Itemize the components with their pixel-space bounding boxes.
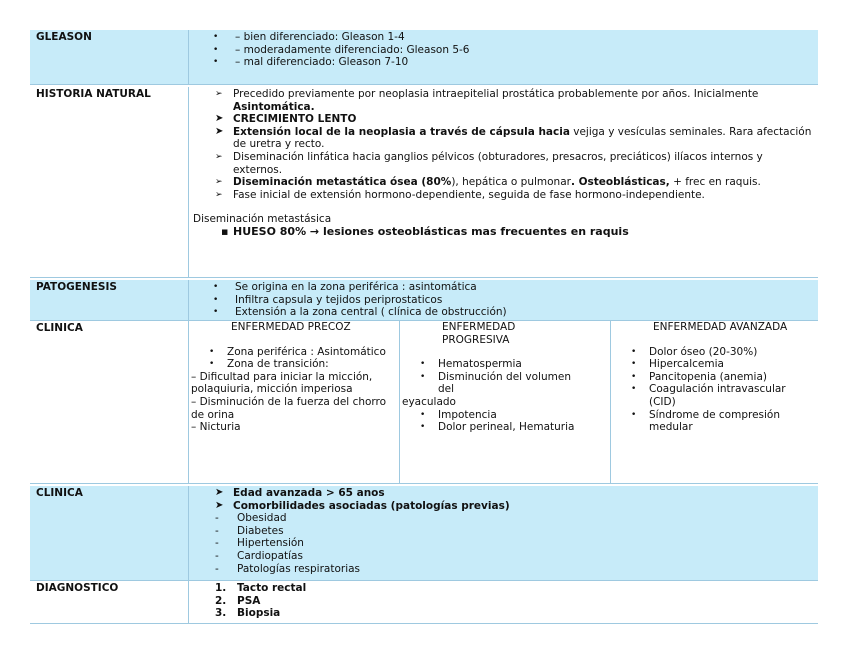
list-item — [193, 607, 814, 620]
list-number: 1. — [215, 582, 227, 594]
text: + frec en raquis. — [669, 176, 761, 189]
bullet-square-icon: ▪ — [221, 224, 229, 238]
list-item: - Hipertensión — [193, 537, 814, 550]
row-content — [188, 87, 818, 277]
list-item: ➢ Fase inicial de extensión hormono-dependiente, seguida de fase hormono-independiente. — [193, 189, 814, 202]
text-bold: PSA — [237, 594, 261, 607]
row-content — [188, 321, 818, 483]
row-clinica-estadios — [30, 321, 818, 484]
row-content — [188, 30, 818, 84]
text: Precedido previamente por neoplasia intraepitelial prostática probablemente por años. Inicialmente — [233, 88, 759, 100]
meta-title: Diseminación metastásica — [193, 213, 332, 226]
row-historia-natural — [30, 85, 818, 278]
list-item: • Síndrome de compresión medular — [613, 409, 810, 434]
factors-list — [193, 487, 814, 512]
list-item — [193, 176, 814, 189]
row-diagnostico — [30, 581, 818, 624]
text-bold: Biopsia — [237, 607, 281, 620]
row-label: CLINICA — [36, 322, 83, 334]
row-content — [188, 280, 818, 320]
list-item: - Patologías respiratorias — [193, 563, 814, 576]
list-item — [193, 595, 814, 608]
list-item: • Hipercalcemia — [613, 358, 810, 371]
column-title: ENFERMEDAD PROGRESIVA — [442, 321, 516, 346]
text-bold: . Osteoblásticas, — [570, 176, 670, 189]
comorbidities-list — [193, 512, 814, 575]
list-item: • Disminución del volumen del — [402, 371, 608, 396]
list-item — [193, 88, 814, 113]
list-item: - Diabetes — [193, 525, 814, 538]
text-bold: Comorbilidades asociadas (patologías previas) — [233, 499, 510, 512]
list-item: • Se origina en la zona periférica : asintomática — [193, 281, 814, 294]
stage-columns — [189, 321, 818, 483]
list-number: 2. — [215, 594, 227, 607]
text-bold: CRECIMIENTO LENTO — [233, 113, 357, 126]
list-item: • Zona de transición: — [191, 358, 397, 371]
diagnosis-list — [193, 582, 814, 620]
text-bold: HUESO 80% → lesiones osteoblásticas mas frecuentes en raquis — [233, 224, 629, 238]
list-item: • Dolor óseo (20-30%) — [613, 346, 810, 359]
list-item: • – moderadamente diferenciado: Gleason 5-6 — [193, 44, 814, 57]
column-early — [189, 321, 399, 483]
row-label: DIAGNOSTICO — [36, 582, 119, 594]
list-item: • Infiltra capsula y tejidos periprostaticos — [193, 294, 814, 307]
list-item: • Impotencia — [402, 409, 608, 422]
patogenesis-list — [193, 281, 814, 319]
continuation-line: eyaculado — [402, 395, 456, 408]
row-content — [188, 581, 818, 623]
historia-list — [193, 88, 814, 201]
row-gleason — [30, 30, 818, 85]
text-bold: Diseminación metastática ósea (80% — [233, 176, 452, 189]
text-bold: Extensión local de la neoplasia a través de cápsula hacia — [233, 125, 570, 138]
column-advanced — [610, 321, 818, 483]
symptom-line: – Nicturia — [191, 421, 241, 434]
symptom-line: – Dificultad para iniciar la micción, polaquiuria, micción imperiosa — [191, 370, 373, 396]
meta-item — [193, 226, 814, 239]
text: vejiga y vesículas seminales. Rara afectación de uretra y recto. — [233, 125, 812, 151]
column-title: ENFERMEDAD AVANZADA — [653, 321, 788, 333]
early-list — [191, 346, 397, 371]
gleason-list — [193, 31, 814, 69]
list-item — [193, 500, 814, 513]
list-item: • Pancitopenia (anemia) — [613, 371, 810, 384]
list-item — [193, 582, 814, 595]
list-item: • Zona periférica : Asintomático — [191, 346, 397, 359]
document-table — [30, 30, 818, 624]
list-item: - Obesidad — [193, 512, 814, 525]
list-item — [193, 487, 814, 500]
progressive-list-2 — [402, 409, 608, 434]
list-item: • Hematospermia — [402, 358, 608, 371]
list-item: • – mal diferenciado: Gleason 7-10 — [193, 56, 814, 69]
row-label: CLINICA — [36, 487, 83, 499]
row-label: GLEASON — [36, 31, 92, 43]
list-item: - Cardiopatías — [193, 550, 814, 563]
row-clinica-factores — [30, 484, 818, 581]
advanced-list — [613, 346, 816, 434]
list-item — [193, 113, 814, 126]
text-bold: Tacto rectal — [237, 582, 307, 594]
text: ), hepática o pulmonar — [451, 176, 571, 189]
list-item: • Dolor perineal, Hematuria — [402, 421, 608, 434]
list-number: 3. — [215, 607, 227, 620]
row-content — [188, 486, 818, 580]
list-item: • Extensión a la zona central ( clínica de obstrucción) — [193, 306, 814, 319]
symptom-line: – Disminución de la fuerza del chorro de orina — [191, 395, 387, 421]
text-bold: Edad avanzada > 65 anos — [233, 487, 385, 499]
list-item: ➢ Diseminación linfática hacia ganglios pélvicos (obturadores, presacros, preciáticos) ilíacos internos y externos. — [193, 151, 814, 176]
text-bold: Asintomática. — [233, 100, 315, 113]
column-progressive — [399, 321, 610, 483]
row-label: HISTORIA NATURAL — [36, 88, 151, 100]
progressive-list — [402, 358, 608, 396]
list-item: • – bien diferenciado: Gleason 1-4 — [193, 31, 814, 44]
list-item: • Coagulación intravascular (CID) — [613, 383, 810, 408]
row-label: PATOGENESIS — [36, 281, 117, 293]
row-patogenesis — [30, 278, 818, 321]
column-title: ENFERMEDAD PRECOZ — [231, 321, 351, 333]
list-item — [193, 126, 814, 151]
